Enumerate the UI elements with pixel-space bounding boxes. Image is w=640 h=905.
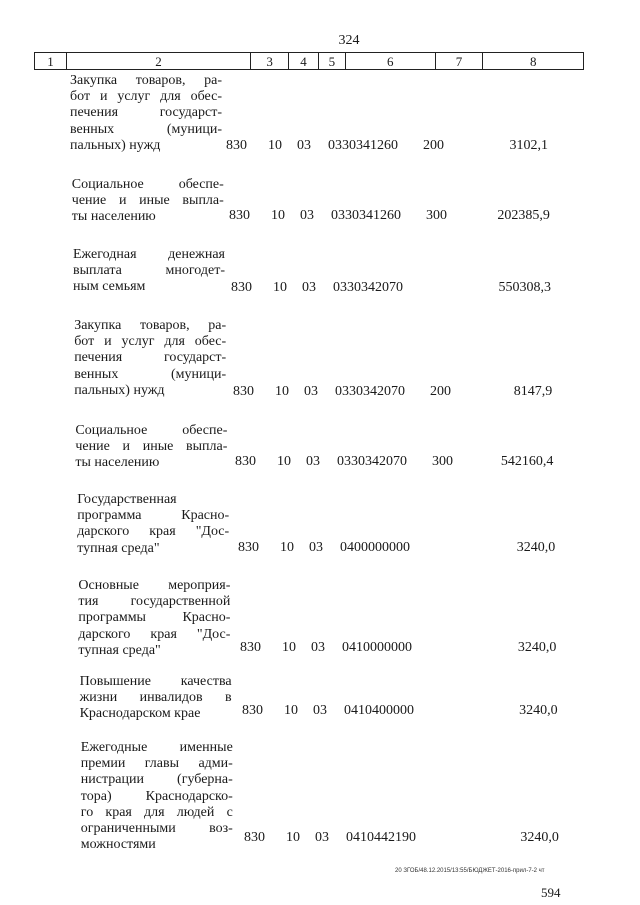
cell-c6: 0330341260 [328, 138, 398, 153]
cell-c5: 03 [313, 703, 327, 718]
description-line: Социальное обеспе- [71, 177, 224, 192]
description-line: нистрации (губерна- [80, 772, 233, 788]
cell-c4: 10 [273, 280, 287, 295]
cell-c3: 830 [244, 830, 265, 845]
row-description [73, 247, 225, 296]
description-line: ным семьям [73, 279, 146, 295]
description-line: Повышение качества [79, 674, 232, 689]
description-line: дарского края "Дос- [77, 524, 230, 540]
cell-c6: 0400000000 [340, 540, 410, 555]
description-line: Ежегодные именные [80, 740, 233, 755]
description-line: ты населению [71, 209, 156, 225]
description-line: премии главы адми- [80, 756, 233, 772]
cell-c3: 830 [242, 703, 263, 718]
row-description [77, 492, 229, 557]
cell-c3: 830 [235, 454, 256, 469]
row-description [80, 674, 232, 723]
description-line: программа Красно- [77, 508, 230, 524]
cell-c5: 03 [304, 384, 318, 399]
description-line: ограниченными воз- [80, 821, 233, 837]
cell-c3: 830 [229, 208, 250, 223]
cell-c4: 10 [271, 208, 285, 223]
description-line: можностями [80, 837, 156, 853]
description-line: чение и иные выпла- [71, 193, 224, 209]
cell-c3: 830 [231, 280, 252, 295]
description-line: программы Красно- [78, 610, 231, 626]
cell-c6: 0410442190 [346, 830, 416, 845]
description-line: печения государст- [74, 350, 227, 366]
cell-c5: 03 [300, 208, 314, 223]
row-description [70, 73, 222, 154]
header-col-8: 8 [529, 53, 537, 69]
cell-c6: 0330342070 [333, 280, 403, 295]
page-number-bottom: 594 [541, 885, 561, 900]
cell-c6: 0330342070 [335, 384, 405, 399]
cell-c6: 0330341260 [331, 208, 401, 223]
description-line: венных (муници- [74, 366, 227, 382]
cell-c3: 830 [238, 540, 259, 555]
header-col-4: 4 [289, 53, 319, 69]
row-description [72, 177, 224, 226]
cell-c4: 10 [268, 138, 282, 153]
cell-c8: 8147,9 [513, 384, 553, 399]
cell-c4: 10 [284, 703, 298, 718]
table-header [34, 52, 584, 70]
cell-c5: 03 [309, 540, 323, 555]
row-description [75, 423, 227, 472]
header-col-6: 6 [346, 53, 436, 69]
description-line: чение и иные выпла- [75, 439, 228, 455]
cell-c6: 0410400000 [344, 703, 414, 718]
header-col-3: 3 [251, 53, 289, 69]
description-line: выплата многодет- [73, 263, 225, 279]
cell-c8: 202385,9 [497, 208, 550, 223]
description-line: печения государст- [70, 105, 222, 121]
cell-c5: 03 [306, 454, 320, 469]
description-line: бот и услуг для обес- [70, 89, 222, 105]
cell-c4: 10 [286, 830, 300, 845]
cell-c7: 300 [432, 454, 453, 469]
cell-c4: 10 [280, 540, 294, 555]
description-line: Социальное обеспе- [75, 423, 228, 438]
row-description [78, 578, 230, 659]
cell-c3: 830 [240, 640, 261, 655]
cell-c3: 830 [233, 384, 254, 399]
description-line: Основные мероприя- [78, 578, 231, 593]
description-line: Ежегодная денежная [73, 247, 225, 262]
description-line: дарского края "Дос- [78, 626, 231, 642]
cell-c4: 10 [275, 384, 289, 399]
description-line: тупная среда" [78, 642, 161, 658]
cell-c5: 03 [315, 830, 329, 845]
cell-c8: 3102,1 [509, 138, 548, 153]
footer-stamp: 20 ЗГОБ/48.12.2015/13:55/БЮДЖЕТ-2016-прил-7-2 чт [395, 868, 545, 874]
cell-c8: 550308,3 [498, 280, 551, 295]
description-line: го края для людей с [80, 804, 233, 820]
header-col-5: 5 [319, 53, 346, 69]
description-line: Закупка товаров, ра- [74, 318, 227, 333]
description-line: пальных) нужд [74, 382, 165, 398]
description-line: тия государственной [78, 594, 231, 610]
description-line: Закупка товаров, ра- [70, 73, 222, 88]
header-col-1: 1 [35, 53, 67, 69]
description-line: пальных) нужд [70, 137, 161, 153]
page-number-top: 324 [338, 33, 360, 48]
cell-c7: 200 [423, 138, 444, 153]
description-line: Краснодарском крае [79, 706, 201, 722]
cell-c3: 830 [226, 138, 247, 153]
description-line: Государственная [77, 492, 177, 507]
description-line: бот и услуг для обес- [74, 334, 227, 350]
cell-c8: 3240,0 [516, 540, 556, 555]
cell-c6: 0410000000 [342, 640, 412, 655]
description-line: жизни инвалидов в [79, 690, 232, 706]
row-description [81, 740, 233, 853]
cell-c6: 0330342070 [337, 454, 407, 469]
row-description [74, 318, 226, 399]
cell-c8: 3240,0 [520, 830, 559, 845]
cell-c4: 10 [277, 454, 291, 469]
cell-c7: 300 [426, 208, 447, 223]
header-col-7: 7 [436, 53, 484, 69]
cell-c5: 03 [297, 138, 311, 153]
description-line: тора) Краснодарско- [80, 788, 233, 804]
cell-c4: 10 [282, 640, 296, 655]
header-col-2: 2 [67, 53, 251, 69]
description-line: ты населению [75, 455, 160, 471]
description-line: тупная среда" [77, 540, 160, 556]
cell-c5: 03 [311, 640, 325, 655]
description-line: венных (муници- [70, 121, 222, 137]
cell-c5: 03 [302, 280, 316, 295]
cell-c8: 3240,0 [519, 703, 558, 718]
cell-c7: 200 [430, 384, 451, 399]
cell-c8: 542160,4 [500, 454, 554, 469]
cell-c8: 3240,0 [517, 640, 557, 655]
